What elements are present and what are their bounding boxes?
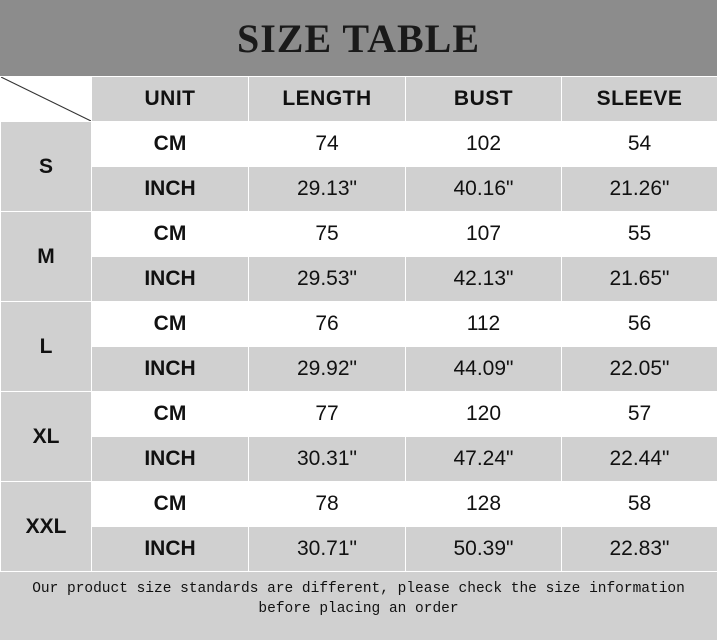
size-label-s: S: [1, 122, 92, 212]
table-row: [1, 437, 717, 482]
footer-note: [0, 572, 717, 640]
table-row: [1, 257, 717, 302]
unit-inch-xxl: INCH: [92, 527, 249, 572]
sleeve-inch-s: 21.26": [562, 167, 717, 212]
sleeve-cm-m: 55: [562, 212, 717, 257]
column-header-unit: UNIT: [92, 77, 249, 122]
table-row: [1, 482, 717, 527]
table-header-row: [1, 77, 717, 122]
diagonal-divider-icon: [1, 77, 91, 121]
unit-cm-s: CM: [92, 122, 249, 167]
bust-cm-xl: 120: [406, 392, 562, 437]
table-row: [1, 212, 717, 257]
table-row: [1, 392, 717, 437]
unit-cm-m: CM: [92, 212, 249, 257]
footer-line-1: Our product size standards are different, please check the size information: [10, 580, 707, 600]
sleeve-inch-xxl: 22.83": [562, 527, 717, 572]
size-table: [0, 76, 717, 572]
column-header-length: LENGTH: [249, 77, 406, 122]
length-cm-xl: 77: [249, 392, 406, 437]
size-label-xxl: XXL: [1, 482, 92, 572]
unit-inch-xl: INCH: [92, 437, 249, 482]
length-inch-m: 29.53": [249, 257, 406, 302]
bust-cm-s: 102: [406, 122, 562, 167]
length-inch-xxl: 30.71": [249, 527, 406, 572]
length-cm-m: 75: [249, 212, 406, 257]
sleeve-inch-l: 22.05": [562, 347, 717, 392]
page-title: SIZE TABLE: [237, 15, 480, 62]
column-header-sleeve: SLEEVE: [562, 77, 717, 122]
sleeve-cm-l: 56: [562, 302, 717, 347]
footer-line-2: before placing an order: [10, 600, 707, 620]
bust-cm-m: 107: [406, 212, 562, 257]
length-cm-xxl: 78: [249, 482, 406, 527]
length-cm-l: 76: [249, 302, 406, 347]
sleeve-inch-xl: 22.44": [562, 437, 717, 482]
sleeve-inch-m: 21.65": [562, 257, 717, 302]
size-label-l: L: [1, 302, 92, 392]
unit-cm-xl: CM: [92, 392, 249, 437]
table-row: [1, 347, 717, 392]
unit-cm-xxl: CM: [92, 482, 249, 527]
table-row: [1, 122, 717, 167]
table-row: [1, 527, 717, 572]
unit-inch-m: INCH: [92, 257, 249, 302]
size-label-xl: XL: [1, 392, 92, 482]
corner-cell: [1, 77, 92, 122]
size-label-m: M: [1, 212, 92, 302]
length-inch-l: 29.92": [249, 347, 406, 392]
unit-inch-s: INCH: [92, 167, 249, 212]
table-row: [1, 302, 717, 347]
bust-inch-m: 42.13": [406, 257, 562, 302]
bust-inch-xxl: 50.39": [406, 527, 562, 572]
table-row: [1, 167, 717, 212]
length-inch-xl: 30.31": [249, 437, 406, 482]
column-header-bust: BUST: [406, 77, 562, 122]
length-inch-s: 29.13": [249, 167, 406, 212]
bust-cm-l: 112: [406, 302, 562, 347]
bust-inch-s: 40.16": [406, 167, 562, 212]
bust-inch-xl: 47.24": [406, 437, 562, 482]
bust-cm-xxl: 128: [406, 482, 562, 527]
sleeve-cm-xl: 57: [562, 392, 717, 437]
unit-cm-l: CM: [92, 302, 249, 347]
title-bar: [0, 0, 717, 76]
sleeve-cm-s: 54: [562, 122, 717, 167]
unit-inch-l: INCH: [92, 347, 249, 392]
length-cm-s: 74: [249, 122, 406, 167]
sleeve-cm-xxl: 58: [562, 482, 717, 527]
bust-inch-l: 44.09": [406, 347, 562, 392]
